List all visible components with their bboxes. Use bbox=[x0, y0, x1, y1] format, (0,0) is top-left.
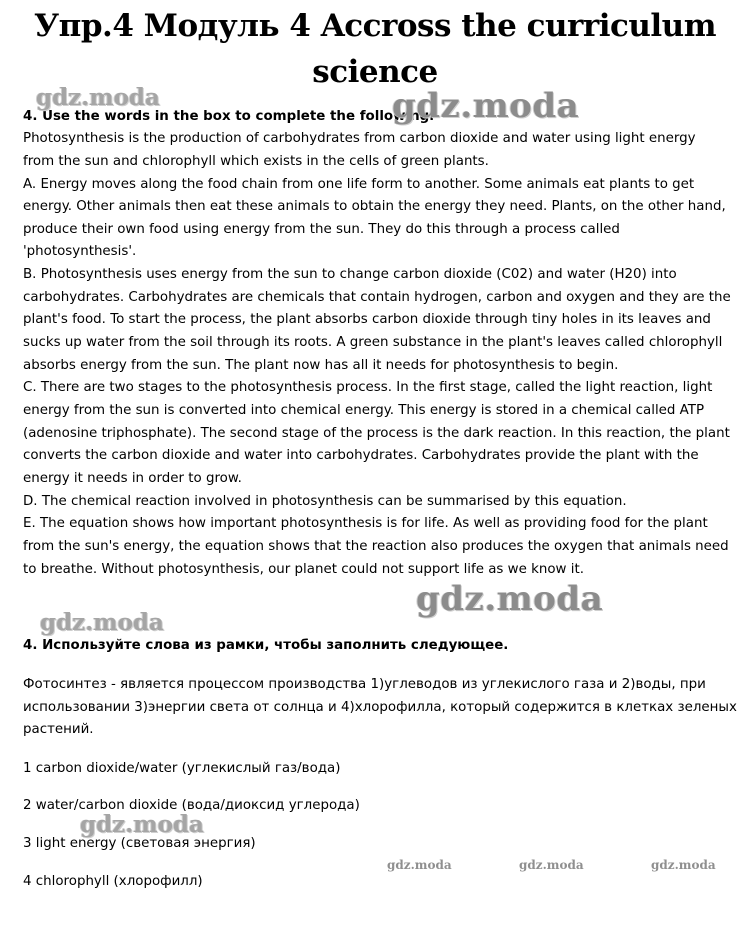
watermark-logo: gdz.moda bbox=[36, 84, 160, 111]
watermark-logo: gdz.moda bbox=[387, 858, 452, 872]
english-text-line: energy from the sun is converted into chemical energy. This energy is stored in a chemical called ATP bbox=[23, 403, 705, 418]
watermark-logo: gdz.moda bbox=[651, 858, 716, 872]
russian-text-line: растений. bbox=[23, 722, 94, 737]
english-text-line: from the sun's energy, the equation shows that the reaction also produces the oxygen that animals need bbox=[23, 539, 729, 554]
english-text-line: energy it needs in order to grow. bbox=[23, 471, 242, 486]
english-text-line: sucks up water from the soil through its roots. A green substance in the plant's leaves called chlorophyll bbox=[23, 335, 723, 350]
english-text-line: (adenosine triphosphate). The second stage of the process is the dark reaction. In this reaction, the plant bbox=[23, 426, 730, 441]
english-text-line: carbohydrates. Carbohydrates are chemicals that contain hydrogen, carbon and oxygen and they are the bbox=[23, 290, 731, 305]
russian-text-line: Фотосинтез - является процессом производства 1)углеводов из углекислого газа и 2)воды, при bbox=[23, 677, 706, 692]
page-title-line-2: science bbox=[312, 54, 438, 90]
english-text-line: absorbs energy from the sun. The plant now has all it needs for photosynthesis to begin. bbox=[23, 358, 619, 373]
watermark-logo: gdz.moda bbox=[519, 858, 584, 872]
english-text-line: produce their own food using energy from the sun. They do this through a process called bbox=[23, 222, 620, 237]
english-text-line: from the sun and chlorophyll which exists in the cells of green plants. bbox=[23, 154, 489, 169]
watermark-logo: gdz.moda bbox=[80, 811, 204, 838]
answer-item: 2 water/carbon dioxide (вода/диоксид углерода) bbox=[23, 798, 360, 813]
english-text-line: B. Photosynthesis uses energy from the sun to change carbon dioxide (C02) and water (H20) into bbox=[23, 267, 677, 282]
english-text-line: A. Energy moves along the food chain from one life form to another. Some animals eat plants to get bbox=[23, 177, 695, 192]
answer-item: 1 carbon dioxide/water (углекислый газ/вода) bbox=[23, 761, 341, 776]
english-task-heading: 4. Use the words in the box to complete the following. bbox=[23, 109, 435, 124]
english-text-line: D. The chemical reaction involved in photosynthesis can be summarised by this equation. bbox=[23, 494, 627, 509]
english-text-line: C. There are two stages to the photosynthesis process. In the first stage, called the light reaction, light bbox=[23, 380, 713, 395]
watermark-logo: gdz.moda bbox=[40, 609, 164, 636]
english-text-line: to breathe. Without photosynthesis, our planet could not support life as we know it. bbox=[23, 562, 584, 577]
english-text-line: energy. Other animals then eat these animals to obtain the energy they need. Plants, on the other hand, bbox=[23, 199, 726, 214]
english-text-line: Photosynthesis is the production of carbohydrates from carbon dioxide and water using light energy bbox=[23, 131, 696, 146]
answer-item: 4 chlorophyll (хлорофилл) bbox=[23, 874, 203, 889]
english-text-line: E. The equation shows how important photosynthesis is for life. As well as providing food for the plant bbox=[23, 516, 708, 531]
russian-text-line: использовании 3)энергии света от солнца и 4)хлорофилла, который содержится в клетках зеленых bbox=[23, 700, 737, 715]
page-title-line-1: Упр.4 Модуль 4 Accross the curriculum bbox=[34, 8, 716, 44]
english-text-line: 'photosynthesis'. bbox=[23, 244, 137, 259]
watermark-logo: gdz.moda bbox=[392, 86, 580, 126]
english-text-line: plant's food. To start the process, the plant absorbs carbon dioxide through tiny holes in its leaves and bbox=[23, 312, 711, 327]
watermark-logo: gdz.moda bbox=[416, 579, 604, 619]
russian-task-heading: 4. Используйте слова из рамки, чтобы заполнить следующее. bbox=[23, 638, 509, 653]
english-text-line: converts the carbon dioxide and water into carbohydrates. Carbohydrates provide the plant with the bbox=[23, 448, 699, 463]
answer-item: 3 light energy (световая энергия) bbox=[23, 836, 256, 851]
